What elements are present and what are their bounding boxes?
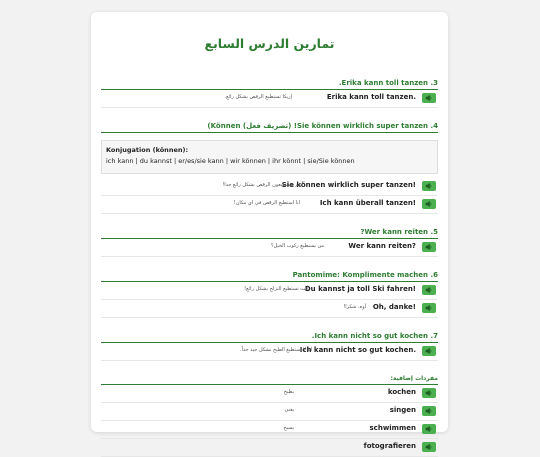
section-heading: ?Wer kann reiten .5 — [101, 228, 438, 239]
german-phrase: Sie können wirklich super tanzen! — [281, 181, 416, 189]
play-audio-button[interactable] — [422, 181, 436, 191]
page-title: تمارين الدرس السابع — [204, 36, 335, 51]
arabic-translation: انا لا استطيع الطبخ بشكل جيد جداً. — [239, 347, 312, 353]
speaker-icon — [426, 426, 433, 432]
list-item — [101, 282, 438, 300]
list-item — [101, 178, 438, 196]
speaker-icon — [426, 348, 433, 354]
german-word: fotografieren — [363, 442, 416, 450]
play-audio-button[interactable] — [422, 303, 436, 313]
arabic-translation: انتم تستطيعون الرقص بشكل رائع جدا! — [222, 182, 303, 188]
speaker-icon — [426, 287, 433, 293]
speaker-icon — [426, 390, 433, 396]
arabic-translation: من يستطيع ركوب الخيل؟ — [270, 243, 324, 249]
arabic-translation: إريكا تستطيع الرقص بشكل رائع. — [224, 94, 292, 100]
list-item — [101, 90, 438, 108]
list-item — [101, 343, 438, 361]
extra-vocab-section — [101, 375, 438, 457]
german-word: singen — [389, 406, 416, 414]
german-phrase: Du kannst ja toll Ski fahren! — [304, 285, 416, 293]
speaker-icon — [426, 444, 433, 450]
play-audio-button[interactable] — [422, 93, 436, 103]
german-phrase: Ich kann nicht so gut kochen. — [299, 346, 416, 354]
speaker-icon — [426, 305, 433, 311]
arabic-translation: أوه، شكرا! — [343, 304, 366, 310]
arabic-translation: يغني — [284, 407, 294, 413]
section-heading: .Ich kann nicht so gut kochen .7 — [101, 332, 438, 343]
section-heading: .Erika kann toll tanzen .3 — [101, 79, 438, 90]
arabic-translation: انا استطيع الرقص في اي مكان! — [233, 200, 300, 206]
conjugation-text: ich kann | du kannst | er/es/sie kann | wir können | ihr könnt | sie/Sie können — [106, 157, 355, 165]
speaker-icon — [426, 95, 433, 101]
german-word: kochen — [387, 388, 416, 396]
play-audio-button[interactable] — [422, 388, 436, 398]
play-audio-button[interactable] — [422, 424, 436, 434]
list-item — [101, 239, 438, 257]
play-audio-button[interactable] — [422, 346, 436, 356]
section-3 — [101, 79, 438, 108]
german-word: schwimmen — [369, 424, 416, 432]
list-item — [101, 385, 438, 403]
list-item — [101, 300, 438, 318]
section-5 — [101, 228, 438, 257]
section-4 — [101, 122, 438, 214]
lesson-card — [91, 12, 448, 450]
list-item — [101, 403, 438, 421]
arabic-translation: يسبح — [283, 425, 294, 431]
play-audio-button[interactable] — [422, 406, 436, 416]
play-audio-button[interactable] — [422, 199, 436, 209]
section-7 — [101, 332, 438, 361]
german-phrase: Ich kann überall tanzen! — [319, 199, 416, 207]
speaker-icon — [426, 244, 433, 250]
german-phrase: Erika kann toll tanzen. — [326, 93, 416, 101]
speaker-icon — [426, 183, 433, 189]
speaker-icon — [426, 408, 433, 414]
section-heading: (Können (تصريف فعل) !Sie können wirklich super tanzen .4 — [101, 122, 438, 133]
arabic-translation: يطبخ — [283, 389, 294, 395]
conjugation-title: Konjugation (können): — [106, 146, 189, 154]
section-heading: مفردات إضافية: — [101, 375, 438, 385]
section-6 — [101, 271, 438, 318]
list-item — [101, 421, 438, 439]
german-phrase: Oh, danke! — [372, 303, 416, 311]
conjugation-box — [101, 140, 438, 174]
play-audio-button[interactable] — [422, 242, 436, 252]
list-item — [101, 196, 438, 214]
section-heading: Pantomime: Komplimente machen .6 — [101, 271, 438, 282]
german-phrase: Wer kann reiten? — [348, 242, 416, 250]
list-item — [101, 439, 438, 457]
speaker-icon — [426, 201, 433, 207]
play-audio-button[interactable] — [422, 285, 436, 295]
arabic-translation: أنت تستطيع التزلج بشكل رائع! — [244, 286, 308, 292]
play-audio-button[interactable] — [422, 442, 436, 452]
